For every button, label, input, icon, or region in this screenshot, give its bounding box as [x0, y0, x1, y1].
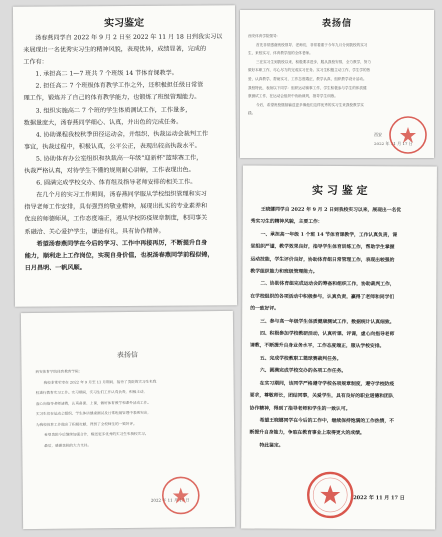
doc4-line: 希望贵院今后继续加强合作，输送更多优秀的实习生来我校实习。 [44, 431, 149, 437]
red-seal-stamp-icon [388, 115, 428, 155]
doc1-line: 5. 协助体育办公室组织和执裁高一年级“迎新杯”篮球赛工作， [35, 154, 203, 163]
doc3-line: 一、承担高一年级 1 个班 14 节体育课教学，工作认真负责，课 [260, 231, 398, 239]
doc1-line: 理工作，锻炼并了自己的体育教学能力，也锻炼了班级管理能力。 [23, 93, 201, 103]
doc1-line: 能力，顺利走上工作岗位，实现自身价值，也祝汤春燕同学前程似锦， [24, 251, 214, 260]
doc1-line: 日月昌明、一帆风顺。 [24, 264, 86, 272]
doc1-line: 3. 组织实施高二 7 个班的学生体质测试工作，工作量多， [35, 106, 192, 115]
doc2-line: 我校特此，表扬以下同学：组织运动赛事工作，学生积极参与学生的体质健 [248, 85, 367, 90]
doc3-line: 的一致好评。 [250, 305, 280, 312]
doc3-line: 运动技能，学生评价良好，协助体育组日常管理工作，表现出较强的 [250, 256, 395, 263]
doc2-line: 三在实习生到我校以来，积极要求进步，服从我校安排，全力教学，努力 [256, 59, 371, 64]
commendation-letter-sheet-2 [21, 311, 235, 529]
doc1-line: 工作有： [23, 58, 48, 66]
doc1-line: 数据量庞大，汤春燕同学细心、认真，并出色的完成任务。 [23, 118, 183, 127]
doc3-title: 实 习 鉴 定 [312, 183, 368, 198]
doc3-line: 特此鉴定。 [259, 442, 284, 449]
doc4-line: 最后，感谢贵院的大力支持。 [44, 442, 91, 448]
doc1-line: 指导老师工作安排，具有强烈的敬业精神，展现出扎实的专业素养和 [24, 202, 208, 212]
doc3-line: 断提升自身能力，争取在教育事业上取得更大的成绩。 [249, 429, 365, 437]
doc1-line: 系融洽、关心爱护学生，谦逊有礼，具有协作精神。 [24, 227, 165, 236]
doc1-line: 来展现出一名优秀实习生的精神风貌，表现优异，成绩显著，完成的 [23, 45, 207, 54]
doc3-line: 在实习期间，该同学严格遵守学校各项规章制度，遵守学校防疫 [259, 380, 395, 387]
doc1-line: 1. 承担高二 1—7 班共 7 个班级 14 节体育课教学。 [35, 69, 178, 78]
doc2-title: 表扬信 [321, 19, 352, 29]
doc4-body [35, 365, 222, 451]
doc4-line: 校进行教育实习工作。实习期间，实习生们工作认真负责，积极主动， [35, 389, 148, 395]
doc4-sign-date: 2022 年 11 月 17 日 [150, 497, 190, 503]
doc1-title: 实习鉴定 [104, 17, 145, 30]
doc2-sign-org: 西安 [374, 132, 382, 137]
doc2-line: 今后，希望贵校继续输送更多像他们这样优秀的实习生来我校教学实 [256, 102, 364, 107]
doc1-line: 优良的师德师风，工作态度端正，遵从学校防疫规章制度，积同事关 [24, 214, 208, 224]
doc3-line: 六、圆满完成学校交办的各项工作任务。 [259, 367, 347, 375]
doc1-line: 在几个月的实习工作期间，汤春燕同学服从学校组织管理和实习 [36, 190, 207, 199]
doc2-line: 践。 [248, 111, 256, 116]
doc3-line: 希望王晓娜同学在今后的工作中，继续保持饱满的工作热情，不 [259, 417, 394, 425]
doc1-line: 汤春燕同学自 2022 年 9 月 2 日至 2022 年 11 月 18 日到我实习以 [35, 33, 223, 42]
doc2-line: 爱，认真教学，帮助实习，工作态度端正，教学认真，组织教学设计活动。 [248, 76, 367, 81]
doc1-line: 2. 担任高二 7 个班级体育教学工作之外，还积极担任级日常管 [35, 81, 204, 90]
doc4-line: 虚心向指导老师请教，认真备课、上课，做好体育教学和课外活动工作。 [35, 400, 151, 406]
doc2-line: 西安体育学院领导： [248, 34, 281, 38]
doc2-line: 首先非常感谢贵校领导、老师们，非常看重于今年九月分到我校的实习 [256, 42, 368, 47]
doc1-line: 4. 协助课程我校秋季田径运动会，并组织、执裁运动会裁判工作 [35, 130, 209, 139]
doc2-body [248, 32, 428, 118]
doc4-line: 我校非常荣幸在 2022 年 9 月至 11 月期间，接待了贵院的实习生来我 [43, 379, 157, 385]
doc3-body [249, 204, 430, 453]
doc2-sign-date: 2022 年 11 月 17 日 [374, 141, 413, 146]
doc3-line: 教学组织能力和班级管理能力。 [250, 268, 318, 275]
doc3-sign-date: 2022 年 11 月 17 日 [353, 495, 405, 502]
doc3-line: 协作精神，得到了指导老师和学生的一致认可。 [249, 405, 351, 412]
doc4-line: 西安体育学院体育教育学院： [35, 369, 83, 374]
doc1-body [23, 31, 231, 274]
doc4-line: 实习生们在运动会组织、学生体质健康测试及日常班级管理中表现突出， [35, 410, 151, 416]
doc3-line: 请教，不断提升自身业务水平，工作态度端正，服从学校安排。 [249, 343, 385, 350]
doc3-line: 五、完成学校教职工篮球赛裁判任务。 [259, 355, 342, 362]
doc3-line: 王晓娜同学自 2022 年 9 月 2 日到我校实习以来，展现出一名优 [260, 206, 402, 214]
doc1-line: 事宜，执裁过程中，积极认真，公平公正，表现出较高执裁水平。 [23, 142, 201, 151]
doc3-line: 二、协助体育组完成运动会的筹备和组织工作，协助裁判工作， [260, 281, 395, 288]
doc3-line: 四、积极参加学校教研活动，认真听课、评课，虚心向指导老师 [260, 330, 395, 338]
doc2-line: 生，来校实习，体育教学组的全体老师。 [248, 51, 313, 56]
red-seal-stamp-icon [161, 475, 201, 515]
doc1-line: 执裁严格认真，对待学生不懂的规则耐心讲解，工作表现出色。 [24, 166, 195, 175]
red-seal-stamp-icon [305, 470, 355, 520]
doc3-line: 堂组织严谨，教学效果良好，指导学生体育训练工作，帮助学生掌握 [250, 243, 395, 251]
doc2-line: 做好本职工作，尽心尽力的完成实习任务。实习生积极主动工作，学生学的热 [248, 68, 371, 73]
doc3-line: 三、参与高一年级学生体质健康测试工作，数据统计认真细致。 [260, 318, 395, 325]
doc1-line: 6. 圆满完成学校交办、体育组及指导老师安排的相关工作。 [36, 178, 197, 187]
doc1-line: 希望汤春燕同学在今后的学习、工作中再接再厉，不断提升自身 [36, 239, 208, 248]
internship-appraisal-sheet-1 [13, 5, 237, 307]
doc4-title: 表扬信 [116, 350, 138, 360]
commendation-letter-sheet-1 [240, 10, 434, 158]
doc3-line: 要求，尊敬师长，团结同事，关爱学生，具有良好的职业道德和团队 [249, 392, 394, 400]
doc4-line: 为我校体育工作做出了积极贡献，得到了全校师生的一致好评。 [36, 421, 137, 427]
internship-appraisal-sheet-2 [241, 165, 437, 529]
doc2-line: 康测试工作，在运动会组织中协助裁判，指导学生训练。 [248, 94, 338, 99]
doc3-line: 秀实习生的精神风貌，主要工作： [250, 218, 323, 226]
doc3-line: 在学校组织的各项活动中积极参与，认真负责，赢得了老师和同学们 [250, 293, 395, 301]
